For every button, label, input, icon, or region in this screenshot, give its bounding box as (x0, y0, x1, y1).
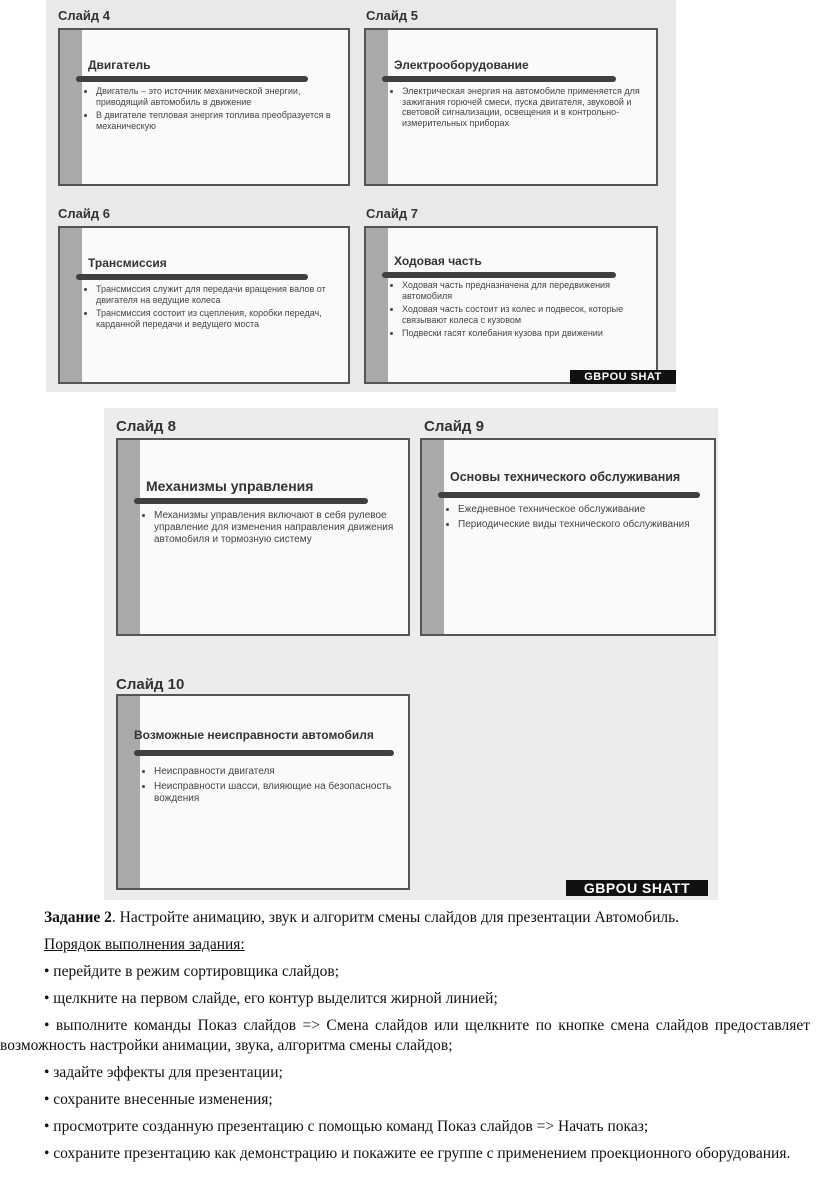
slide-accent-bar (60, 30, 82, 184)
slide-accent-bar (422, 440, 444, 634)
slide-bullet: • Ежедневное техническое обслуживание (458, 504, 706, 516)
slide-title: Основы технического обслуживания (450, 470, 681, 484)
watermark: GBPOU SHAT (570, 370, 676, 384)
task-step: • задайте эффекты для презентации; (44, 1064, 283, 1081)
slide-label: Слайд 6 (58, 206, 110, 221)
slide-bullets (442, 504, 706, 534)
slide-title: Трансмиссия (88, 256, 167, 270)
slide-title-rule (76, 274, 308, 280)
slide-thumbnail (116, 694, 410, 890)
slide-bullet: • Трансмиссия служит для передачи вращения валов от двигателя на ведущие колеса (96, 284, 340, 305)
slide-title: Электрооборудование (394, 58, 529, 72)
task-heading: Задание 2 (44, 909, 112, 926)
slide-bullet: • Неисправности шасси, влияющие на безопасность вождения (154, 781, 400, 805)
slide-bullet: • Трансмиссия состоит из сцепления, коробки передач, карданной передачи и ведущего моста (96, 308, 340, 329)
slide-title: Механизмы управления (146, 478, 314, 494)
slide-bullets (138, 510, 400, 549)
task-section (0, 908, 816, 1171)
slide-bullet: • Механизмы управления включают в себя рулевое управление для изменения направления движения автомобиля и тормозную систему (154, 510, 400, 546)
task-step: • выполните команды Показ слайдов => Смена слайдов или щелкните по кнопке смена слайдов предоставляет возможность настройки анимации, звука, алгоритма смены слайдов; (0, 1017, 810, 1054)
slide-bullets (386, 280, 648, 342)
slide-bullet: • В двигателе тепловая энергия топлива преобразуется в механическую (96, 110, 340, 131)
slide-title-rule (382, 272, 616, 278)
slide-bullet: • Ходовая часть предназначена для передвижения автомобиля (402, 280, 648, 301)
slide-thumbnail (58, 28, 350, 186)
slide-accent-bar (118, 440, 140, 634)
slide-thumbnail (364, 226, 658, 384)
slide-thumbnail (364, 28, 658, 186)
slide-title-rule (134, 750, 394, 756)
slide-bullet: • Двигатель – это источник механической энергии, приводящий автомобиль в движение (96, 86, 340, 107)
slide-label: Слайд 8 (116, 418, 176, 435)
slide-label: Слайд 10 (116, 676, 185, 693)
slide-title: Двигатель (88, 58, 151, 72)
watermark: GBPOU SHATT (566, 880, 708, 896)
slide-bullet: • Подвески гасят колебания кузова при движении (402, 328, 648, 339)
slide-title: Возможные неисправности автомобиля (134, 728, 374, 742)
slide-accent-bar (366, 30, 388, 184)
slide-title-rule (382, 76, 616, 82)
slide-label: Слайд 4 (58, 8, 110, 23)
slide-thumbnail (58, 226, 350, 384)
slide-accent-bar (60, 228, 82, 382)
slide-title-rule (134, 498, 368, 504)
slide-bullet: • Неисправности двигателя (154, 766, 400, 778)
task-step: • сохраните презентацию как демонстрацию и покажите ее группе с применением проекционного оборудования. (44, 1145, 791, 1162)
slide-title-rule (76, 76, 308, 82)
slide-title-rule (438, 492, 700, 498)
slide-label: Слайд 7 (366, 206, 418, 221)
task-step: • перейдите в режим сортировщика слайдов; (44, 963, 340, 980)
slide-bullet: • Электрическая энергия на автомобиле применяется для зажигания горючей смеси, пуска двигателя, звуковой и световой сигнализации, освещения и в контрольно-измерительных приборах (402, 86, 648, 128)
slide-title: Ходовая часть (394, 254, 482, 268)
task-heading-text: . Настройте анимацию, звук и алгоритм смены слайдов для презентации Автомобиль. (111, 909, 680, 926)
slide-thumbnail (116, 438, 410, 636)
task-step: • просмотрите созданную презентацию с помощью команд Показ слайдов => Начать показ; (44, 1118, 649, 1135)
slide-accent-bar (366, 228, 388, 382)
slide-bullet: • Ходовая часть состоит из колес и подвесок, которые связывают колеса с кузовом (402, 304, 648, 325)
slide-label: Слайд 9 (424, 418, 484, 435)
task-step: • сохраните внесенные изменения; (44, 1091, 273, 1108)
slide-accent-bar (118, 696, 140, 888)
slide-bullets (386, 86, 648, 131)
slide-bullets (80, 86, 340, 134)
order-label: Порядок выполнения задания: (44, 936, 245, 953)
slide-bullet: • Периодические виды технического обслуживания (458, 519, 706, 531)
slide-bullets (80, 284, 340, 332)
slide-label: Слайд 5 (366, 8, 418, 23)
task-heading-line (0, 908, 816, 928)
task-step: • щелкните на первом слайде, его контур выделится жирной линией; (44, 990, 498, 1007)
slide-thumbnail (420, 438, 716, 636)
slide-bullets (138, 766, 400, 808)
